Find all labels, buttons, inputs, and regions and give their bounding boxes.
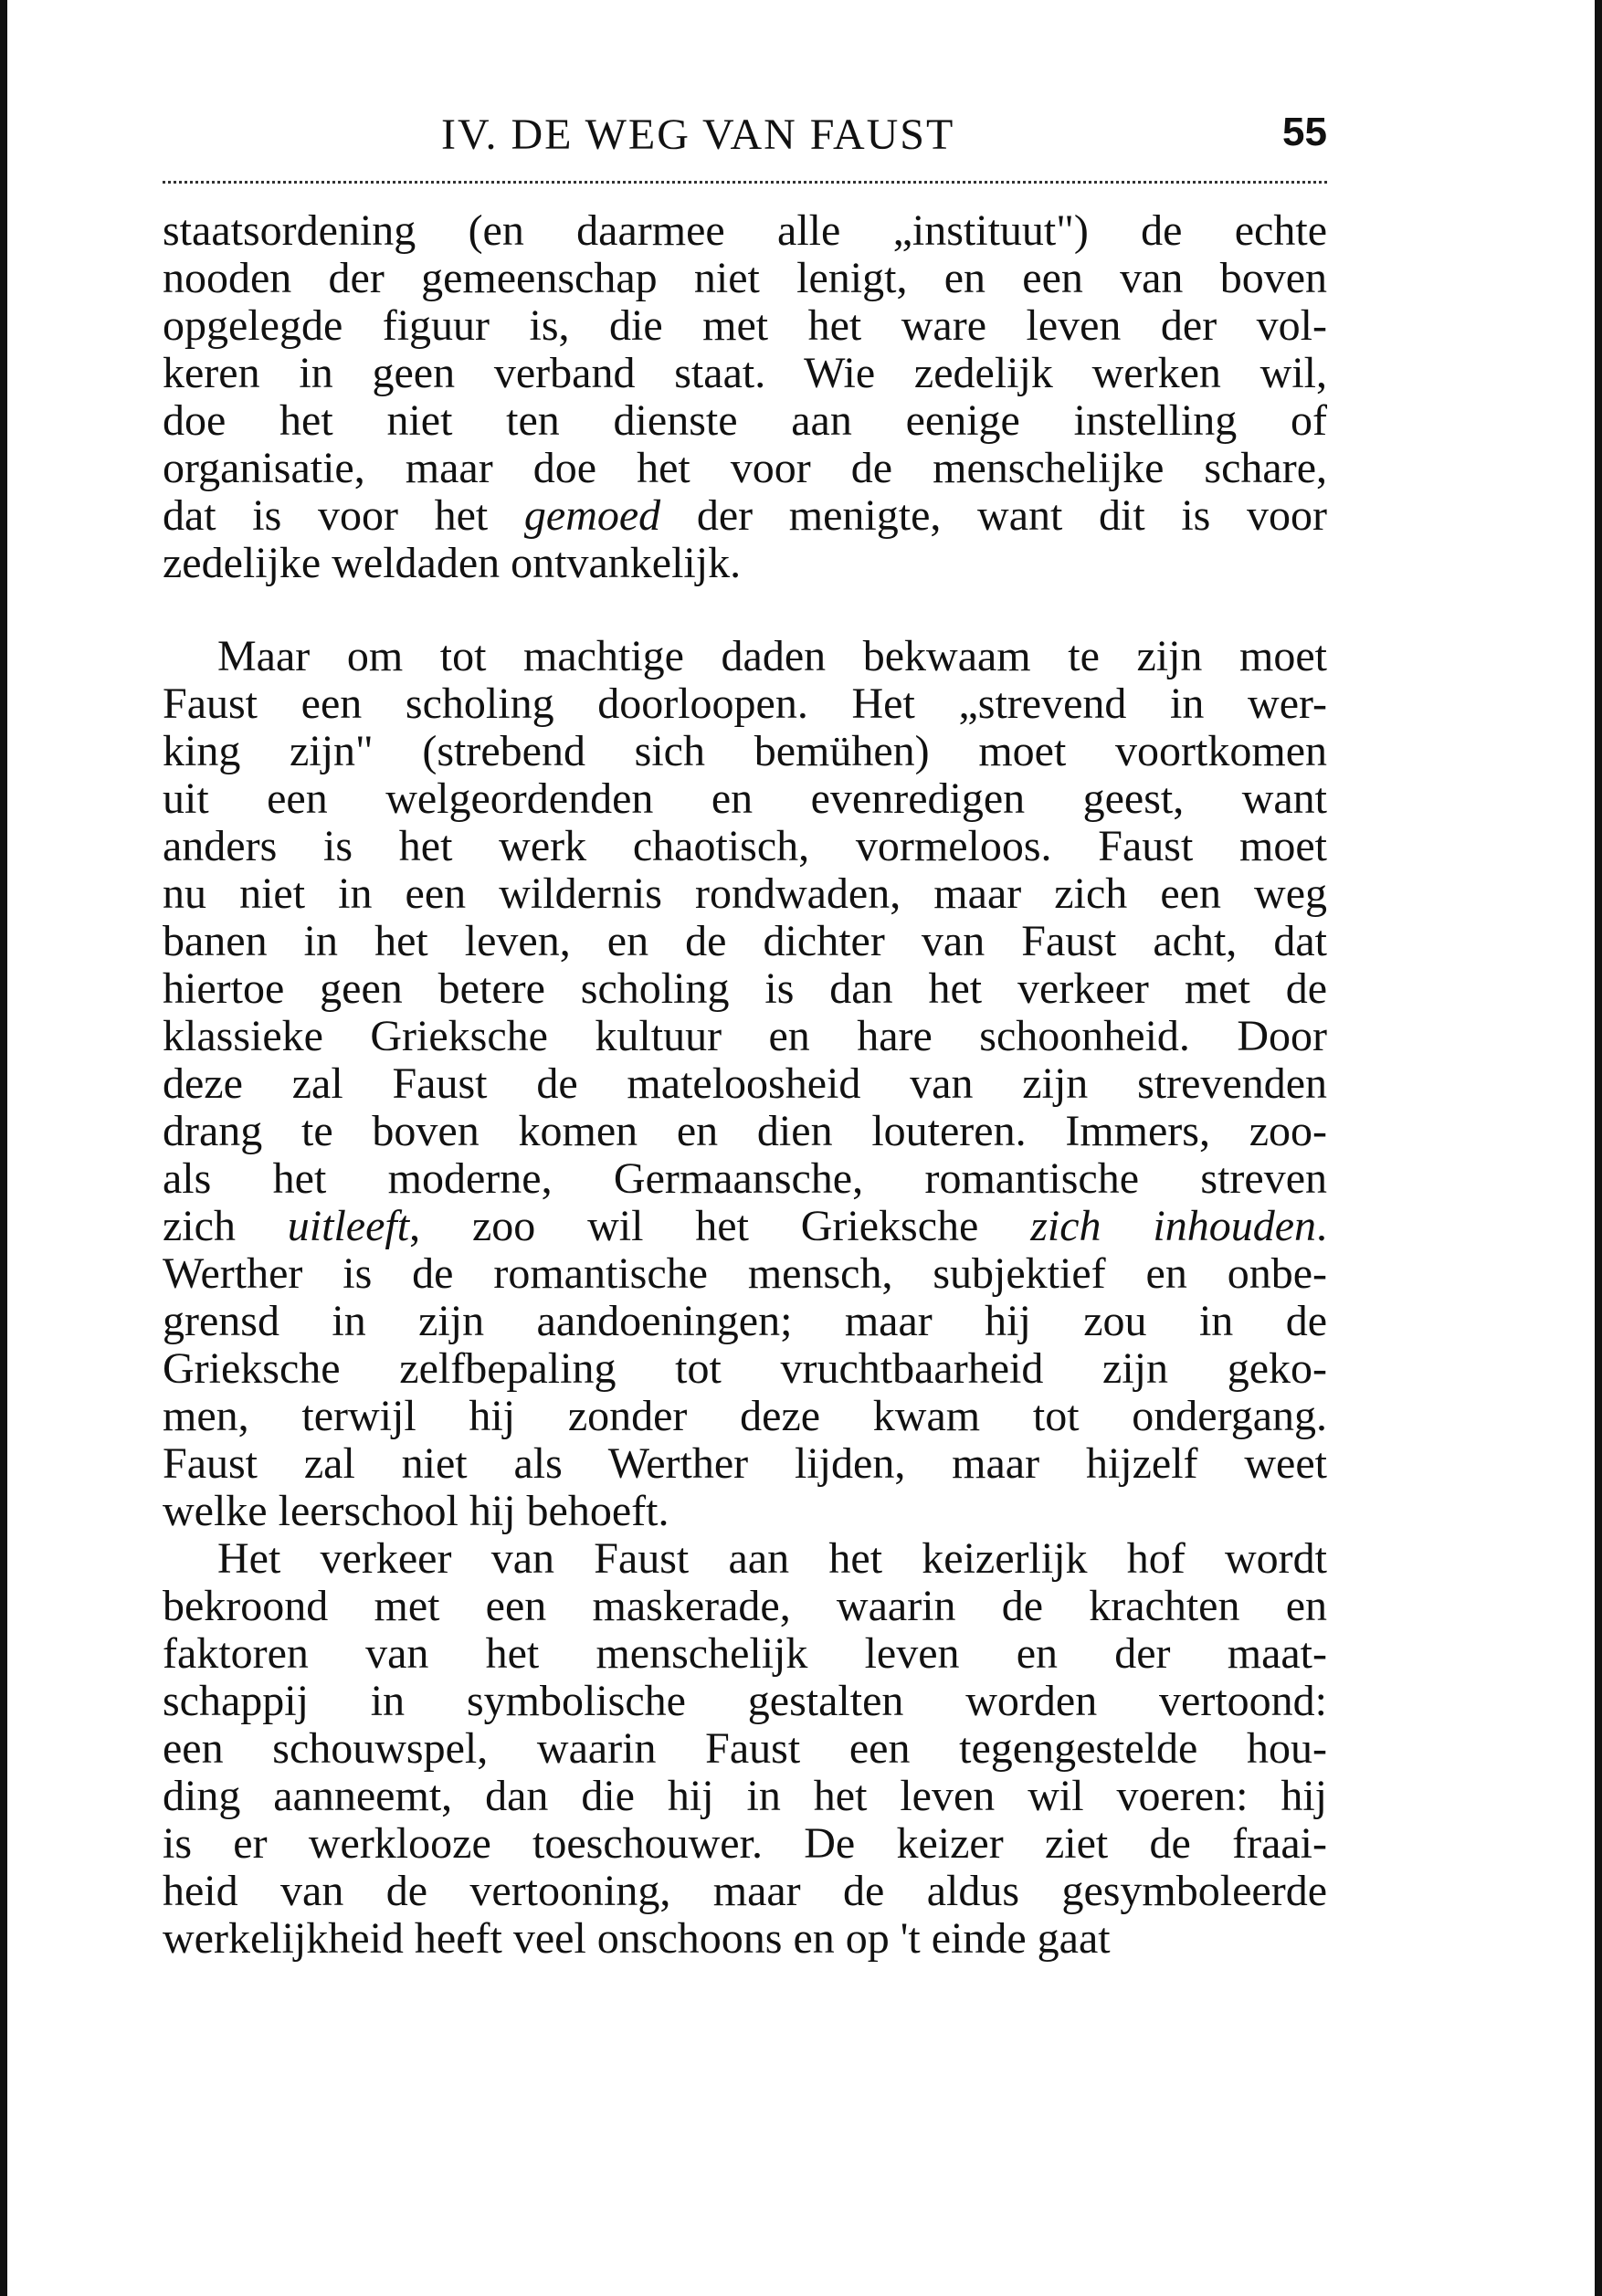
text-line: deze zal Faust de mateloosheid van zijn strevenden bbox=[163, 1060, 1327, 1108]
page-number: 55 bbox=[1282, 110, 1327, 154]
text-line: is er werklooze toeschouwer. De keizer ziet de fraai- bbox=[163, 1820, 1327, 1868]
text-line: bekroond met een maskerade, waarin de krachten en bbox=[163, 1583, 1327, 1630]
text-line: banen in het leven, en de dichter van Faust acht, dat bbox=[163, 918, 1327, 965]
text-line: werkelijkheid heeft veel onschoons en op 't einde gaat bbox=[163, 1915, 1111, 1963]
text-line bbox=[163, 492, 1327, 540]
text-line: opgelegde figuur is, die met het ware leven der vol- bbox=[163, 302, 1327, 350]
italic-phrase: uitleeft bbox=[287, 1203, 410, 1250]
scan-edge-right bbox=[1595, 0, 1602, 2296]
paragraph-3 bbox=[163, 1535, 1327, 1963]
text-line: organisatie, maar doe het voor de menschelijke schare, bbox=[163, 445, 1327, 492]
text-line: hiertoe geen betere scholing is dan het verkeer met de bbox=[163, 965, 1327, 1013]
text-line: welke leerschool hij behoeft. bbox=[163, 1488, 669, 1535]
text-line: anders is het werk chaotisch, vormeloos. Faust moet bbox=[163, 823, 1327, 870]
text-line: doe het niet ten dienste aan eenige instelling of bbox=[163, 397, 1327, 445]
text-line: schappij in symbolische gestalten worden vertoond: bbox=[163, 1678, 1327, 1725]
paragraph-2 bbox=[163, 633, 1327, 1535]
text-segment: der menigte, want dit is voor bbox=[660, 492, 1327, 540]
text-line: als het moderne, Germaansche, romantische streven bbox=[163, 1155, 1327, 1203]
text-line: heid van de vertooning, maar de aldus gesymboleerde bbox=[163, 1868, 1327, 1915]
text-line: een schouwspel, waarin Faust een tegengestelde hou- bbox=[163, 1725, 1327, 1773]
text-line: nooden der gemeenschap niet lenigt, en een van boven bbox=[163, 255, 1327, 302]
text-line: Werther is de romantische mensch, subjektief en onbe- bbox=[163, 1250, 1327, 1298]
text-line: klassieke Grieksche kultuur en hare schoonheid. Door bbox=[163, 1013, 1327, 1060]
text-line: staatsordening (en daarmee alle „instituut") de echte bbox=[163, 207, 1327, 255]
text-line bbox=[163, 1203, 1327, 1250]
italic-phrase: gemoed bbox=[523, 492, 661, 540]
text-line: men, terwijl hij zonder deze kwam tot ondergang. bbox=[163, 1393, 1327, 1440]
text-line: Maar om tot machtige daden bekwaam te zijn moet bbox=[217, 633, 1327, 680]
text-line: keren in geen verband staat. Wie zedelijk werken wil, bbox=[163, 350, 1327, 397]
text-line: drang te boven komen en dien louteren. Immers, zoo- bbox=[163, 1108, 1327, 1155]
text-line: Faust een scholing doorloopen. Het „strevend in wer- bbox=[163, 680, 1327, 728]
text-line: ding aanneemt, dan die hij in het leven wil voeren: hij bbox=[163, 1773, 1327, 1820]
book-page bbox=[163, 110, 1327, 1963]
text-line: zedelijke weldaden ontvankelijk. bbox=[163, 540, 742, 587]
scan-edge-left bbox=[0, 0, 7, 2296]
text-segment: . bbox=[1316, 1203, 1327, 1250]
text-line: Het verkeer van Faust aan het keizerlijk hof wordt bbox=[217, 1535, 1327, 1583]
text-segment: zich bbox=[163, 1203, 288, 1250]
paragraph-1 bbox=[163, 207, 1327, 587]
header-rule bbox=[163, 181, 1327, 184]
text-segment: , zoo wil het Grieksche bbox=[409, 1203, 1031, 1250]
text-line: Grieksche zelfbepaling tot vruchtbaarheid zijn geko- bbox=[163, 1345, 1327, 1393]
text-line: faktoren van het menschelijk leven en der maat- bbox=[163, 1630, 1327, 1678]
text-line: grensd in zijn aandoeningen; maar hij zou in de bbox=[163, 1298, 1327, 1345]
text-line: Faust zal niet als Werther lijden, maar hijzelf weet bbox=[163, 1440, 1327, 1488]
text-segment: dat is voor het bbox=[163, 492, 524, 540]
text-line: uit een welgeordenden en evenredigen geest, want bbox=[163, 775, 1327, 823]
paragraph-gap bbox=[163, 587, 1327, 633]
chapter-title: IV. DE WEG VAN FAUST bbox=[441, 111, 955, 159]
text-line: nu niet in een wildernis rondwaden, maar zich een weg bbox=[163, 870, 1327, 918]
italic-phrase: zich inhouden bbox=[1030, 1203, 1316, 1250]
text-line: king zijn" (strebend sich bemühen) moet voortkomen bbox=[163, 728, 1327, 775]
running-head bbox=[163, 110, 1327, 181]
